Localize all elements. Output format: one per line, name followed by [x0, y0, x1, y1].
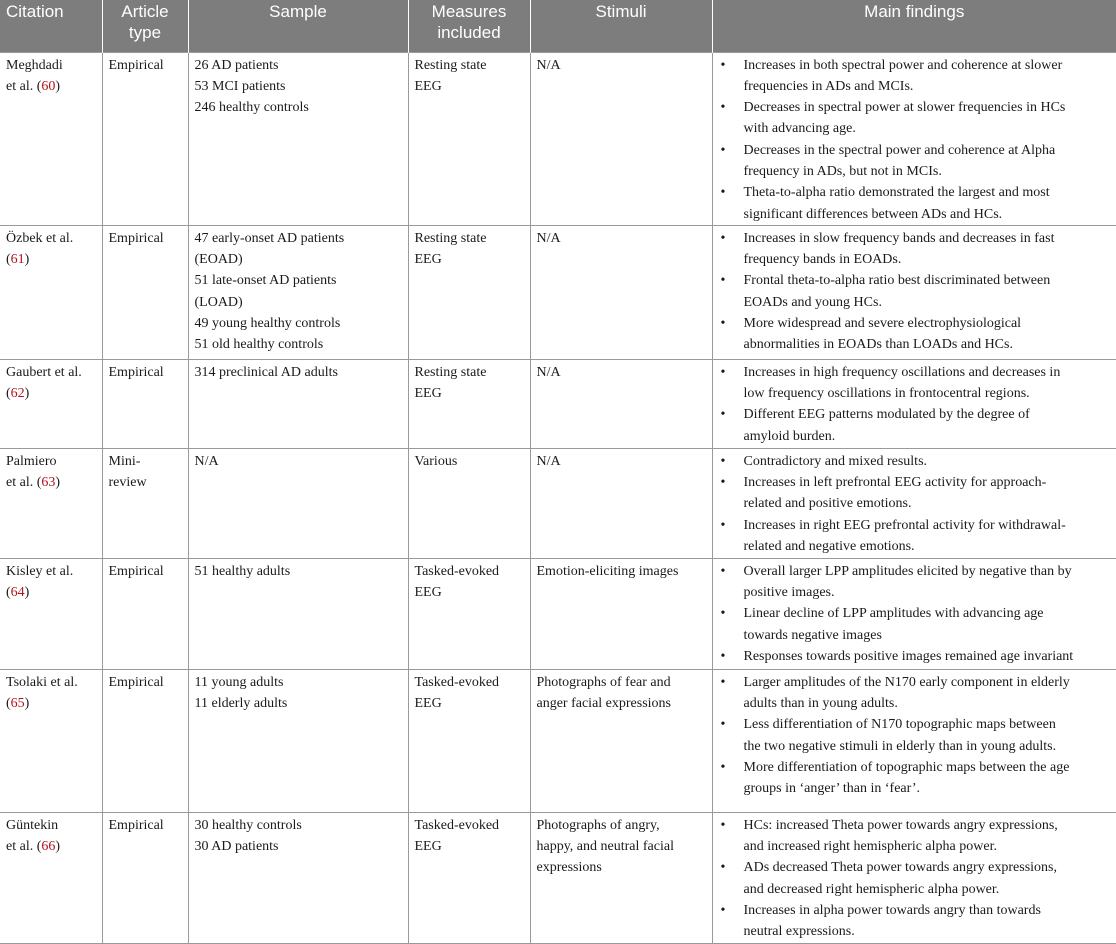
finding-line: and decreased right hemispheric alpha power. [743, 881, 1000, 897]
measures-cell [408, 812, 530, 943]
finding-line: • Linear decline of LPP amplitudes with advancing age [743, 606, 1044, 622]
finding-line: • More widespread and severe electrophysiological [743, 316, 1022, 332]
citation-text: ( [6, 696, 11, 712]
citation-close-paren: ) [55, 839, 61, 855]
citation-text: Meghdadi [6, 57, 63, 73]
measures-line: EEG [414, 839, 442, 855]
measures-line: Various [414, 453, 458, 469]
finding-line: and increased right hemispheric alpha power. [743, 839, 997, 855]
citation-close-paren: ) [55, 78, 61, 94]
finding-line: • Decreases in the spectral power and coherence at Alpha [743, 142, 1056, 158]
table-row [0, 52, 1116, 225]
article-type-line: Empirical [108, 230, 164, 246]
findings-cell [712, 225, 1116, 359]
stimuli-line: N/A [536, 453, 561, 469]
finding-item [719, 404, 1111, 447]
finding-line: • Less differentiation of N170 topographic maps between [743, 717, 1056, 733]
citation-line [6, 815, 96, 836]
header-article-type-line: type [128, 23, 162, 42]
citation-close-paren: ) [24, 386, 30, 402]
sample-line: N/A [194, 453, 219, 469]
findings-list [719, 672, 1111, 800]
measures-line: Resting state [414, 57, 487, 73]
citation-close-paren: ) [55, 475, 61, 491]
header-article-type [102, 0, 188, 52]
finding-item [719, 714, 1111, 757]
stimuli-line: happy, and neutral facial [536, 839, 674, 855]
citation-text: ( [6, 386, 11, 402]
finding-line: related and positive emotions. [743, 496, 912, 512]
findings-cell [712, 52, 1116, 225]
citation-line [6, 693, 96, 714]
sample-cell [188, 359, 408, 448]
findings-list [719, 815, 1111, 943]
article-type-line: Empirical [108, 817, 164, 833]
citation-cell [0, 448, 102, 558]
header-citation: Citation [0, 0, 102, 52]
finding-item [719, 362, 1111, 405]
finding-line: • Increases in alpha power towards angry than towards [743, 903, 1041, 919]
sample-line: 49 young healthy controls [194, 316, 341, 332]
finding-line: with advancing age. [743, 121, 856, 137]
sample-line: (LOAD) [194, 294, 243, 310]
finding-item [719, 857, 1111, 900]
finding-line: frequencies in ADs and MCIs. [743, 78, 914, 94]
citation-text: et al. ( [6, 475, 42, 491]
measures-cell [408, 225, 530, 359]
citation-text: Palmiero [6, 453, 57, 469]
article-type-cell [102, 669, 188, 812]
finding-line: • Frontal theta-to-alpha ratio best discriminated between [743, 273, 1051, 289]
findings-cell [712, 812, 1116, 943]
citation-line [6, 672, 96, 693]
header-measures-line: Measures [431, 2, 507, 21]
sample-line: 314 preclinical AD adults [194, 364, 338, 380]
sample-line: 51 healthy adults [194, 563, 291, 579]
stimuli-line: Photographs of fear and [536, 674, 671, 690]
citation-text: Özbek et al. [6, 230, 74, 246]
sample-line: 26 AD patients [194, 57, 279, 73]
finding-line: towards negative images [743, 627, 882, 643]
sample-line: 30 healthy controls [194, 817, 302, 833]
finding-item [719, 815, 1111, 858]
table-row [0, 225, 1116, 359]
citation-ref: 64 [10, 585, 25, 601]
sample-cell [188, 669, 408, 812]
measures-cell [408, 52, 530, 225]
citation-line [6, 55, 96, 76]
finding-item [719, 55, 1111, 98]
finding-item [719, 757, 1111, 800]
citation-cell [0, 359, 102, 448]
sample-line: 30 AD patients [194, 839, 279, 855]
citation-ref: 62 [10, 386, 25, 402]
citation-text: et al. ( [6, 78, 42, 94]
citation-text: Tsolaki et al. [6, 674, 78, 690]
citation-line [6, 76, 96, 97]
finding-line: frequency in ADs, but not in MCIs. [743, 163, 942, 179]
findings-cell [712, 448, 1116, 558]
article-type-line: Empirical [108, 57, 164, 73]
citation-line [6, 383, 96, 404]
finding-item [719, 140, 1111, 183]
finding-line: • Overall larger LPP amplitudes elicited by negative than by [743, 563, 1072, 579]
finding-line: EOADs and young HCs. [743, 294, 882, 310]
finding-line: • Different EEG patterns modulated by the degree of [743, 407, 1030, 423]
measures-line: EEG [414, 78, 442, 94]
citation-cell [0, 52, 102, 225]
finding-line: • Larger amplitudes of the N170 early component in elderly [743, 674, 1070, 690]
finding-item [719, 603, 1111, 646]
citation-text: Kisley et al. [6, 563, 74, 579]
citation-line [6, 362, 96, 383]
measures-cell [408, 359, 530, 448]
findings-cell [712, 359, 1116, 448]
sample-line: 246 healthy controls [194, 100, 309, 116]
finding-item [719, 472, 1111, 515]
stimuli-cell [530, 812, 712, 943]
findings-list [719, 228, 1111, 356]
findings-list [719, 561, 1111, 667]
finding-line: • Increases in slow frequency bands and decreases in fast [743, 230, 1055, 246]
article-type-line: Mini- [108, 453, 141, 469]
citation-line [6, 228, 96, 249]
finding-line: abnormalities in EOADs than LOADs and HCs. [743, 337, 1013, 353]
citation-text: ( [6, 585, 11, 601]
citation-cell [0, 669, 102, 812]
sample-line: 51 old healthy controls [194, 337, 324, 353]
findings-list [719, 362, 1111, 447]
finding-line: • Increases in high frequency oscillations and decreases in [743, 364, 1061, 380]
finding-line: significant differences between ADs and HCs. [743, 206, 1003, 222]
finding-item [719, 900, 1111, 943]
finding-item [719, 561, 1111, 604]
article-type-cell [102, 448, 188, 558]
header-row [0, 0, 1116, 52]
article-type-cell [102, 225, 188, 359]
citation-ref: 63 [41, 475, 56, 491]
citation-close-paren: ) [24, 585, 30, 601]
citation-text: et al. ( [6, 839, 42, 855]
article-type-cell [102, 359, 188, 448]
article-type-line: Empirical [108, 674, 164, 690]
measures-cell [408, 558, 530, 669]
stimuli-cell [530, 669, 712, 812]
measures-line: EEG [414, 386, 442, 402]
article-type-line: Empirical [108, 563, 164, 579]
citation-text: Gaubert et al. [6, 364, 82, 380]
stimuli-line: N/A [536, 364, 561, 380]
stimuli-cell [530, 52, 712, 225]
sample-cell [188, 225, 408, 359]
stimuli-line: N/A [536, 57, 561, 73]
measures-line: EEG [414, 585, 442, 601]
finding-line: positive images. [743, 585, 835, 601]
finding-line: the two negative stimuli in elderly than in young adults. [743, 738, 1057, 754]
citation-line [6, 472, 96, 493]
article-type-line: review [108, 475, 147, 491]
finding-item [719, 313, 1111, 356]
table-row [0, 812, 1116, 943]
article-type-cell [102, 558, 188, 669]
measures-line: Tasked-evoked [414, 563, 500, 579]
citation-line [6, 836, 96, 857]
finding-line: • Theta-to-alpha ratio demonstrated the largest and most [743, 185, 1050, 201]
finding-item [719, 228, 1111, 271]
finding-item [719, 97, 1111, 140]
finding-line: amyloid burden. [743, 428, 836, 444]
table-row [0, 558, 1116, 669]
sample-line: 53 MCI patients [194, 78, 286, 94]
header-article-type-line: Article [121, 2, 169, 21]
finding-line: • Responses towards positive images remained age invariant [743, 649, 1074, 665]
finding-item [719, 672, 1111, 715]
citation-line [6, 249, 96, 270]
finding-line: groups in ‘anger’ than in ‘fear’. [743, 781, 920, 797]
stimuli-line: Emotion-eliciting images [536, 563, 679, 579]
stimuli-line: expressions [536, 860, 602, 876]
citation-line [6, 451, 96, 472]
findings-cell [712, 558, 1116, 669]
citation-ref: 66 [41, 839, 56, 855]
finding-item [719, 646, 1111, 667]
header-measures [408, 0, 530, 52]
sample-cell [188, 812, 408, 943]
finding-line: related and negative emotions. [743, 539, 915, 555]
measures-line: Tasked-evoked [414, 674, 500, 690]
sample-line: 11 young adults [194, 674, 284, 690]
table-body [0, 52, 1116, 943]
stimuli-cell [530, 225, 712, 359]
finding-item [719, 182, 1111, 225]
citation-line [6, 561, 96, 582]
citation-cell [0, 558, 102, 669]
table-row [0, 669, 1116, 812]
citation-cell [0, 812, 102, 943]
stimuli-line: anger facial expressions [536, 696, 671, 712]
measures-line: Resting state [414, 364, 487, 380]
measures-cell [408, 448, 530, 558]
finding-line: • Increases in right EEG prefrontal activity for withdrawal- [743, 517, 1066, 533]
citation-ref: 60 [41, 78, 56, 94]
finding-line: • More differentiation of topographic maps between the age [743, 760, 1070, 776]
table-header [0, 0, 1116, 52]
finding-line: adults than in young adults. [743, 696, 898, 712]
header-stimuli: Stimuli [530, 0, 712, 52]
measures-cell [408, 669, 530, 812]
sample-line: 51 late-onset AD patients [194, 273, 337, 289]
measures-line: EEG [414, 696, 442, 712]
finding-line: • HCs: increased Theta power towards angry expressions, [743, 817, 1058, 833]
citation-cell [0, 225, 102, 359]
stimuli-cell [530, 558, 712, 669]
sample-cell [188, 558, 408, 669]
finding-line: low frequency oscillations in frontocentral regions. [743, 386, 1030, 402]
stimuli-cell [530, 448, 712, 558]
citation-ref: 61 [10, 252, 25, 268]
header-findings: Main findings [712, 0, 1116, 52]
sample-line: (EOAD) [194, 252, 243, 268]
finding-line: neutral expressions. [743, 924, 855, 940]
table-row [0, 359, 1116, 448]
citation-text: ( [6, 252, 11, 268]
findings-list [719, 451, 1111, 557]
sample-line: 11 elderly adults [194, 696, 288, 712]
stimuli-line: N/A [536, 230, 561, 246]
finding-line: • Decreases in spectral power at slower frequencies in HCs [743, 100, 1066, 116]
measures-line: Resting state [414, 230, 487, 246]
citation-close-paren: ) [24, 252, 30, 268]
header-measures-line: included [437, 23, 501, 42]
finding-item [719, 515, 1111, 558]
sample-cell [188, 448, 408, 558]
finding-item [719, 451, 1111, 472]
table-row [0, 448, 1116, 558]
findings-cell [712, 669, 1116, 812]
stimuli-cell [530, 359, 712, 448]
citation-line [6, 582, 96, 603]
article-type-cell [102, 52, 188, 225]
finding-line: • Contradictory and mixed results. [743, 453, 928, 469]
article-type-line: Empirical [108, 364, 164, 380]
stimuli-line: Photographs of angry, [536, 817, 660, 833]
article-type-cell [102, 812, 188, 943]
sample-cell [188, 52, 408, 225]
measures-line: EEG [414, 252, 442, 268]
sample-line: 47 early-onset AD patients [194, 230, 345, 246]
citation-ref: 65 [10, 696, 25, 712]
findings-list [719, 55, 1111, 225]
finding-line: frequency bands in EOADs. [743, 252, 902, 268]
finding-line: • Increases in left prefrontal EEG activity for approach- [743, 475, 1047, 491]
header-sample: Sample [188, 0, 408, 52]
citation-text: Güntekin [6, 817, 59, 833]
finding-line: • ADs decreased Theta power towards angry expressions, [743, 860, 1057, 876]
finding-line: • Increases in both spectral power and coherence at slower [743, 57, 1063, 73]
measures-line: Tasked-evoked [414, 817, 500, 833]
citation-close-paren: ) [24, 696, 30, 712]
finding-item [719, 270, 1111, 313]
